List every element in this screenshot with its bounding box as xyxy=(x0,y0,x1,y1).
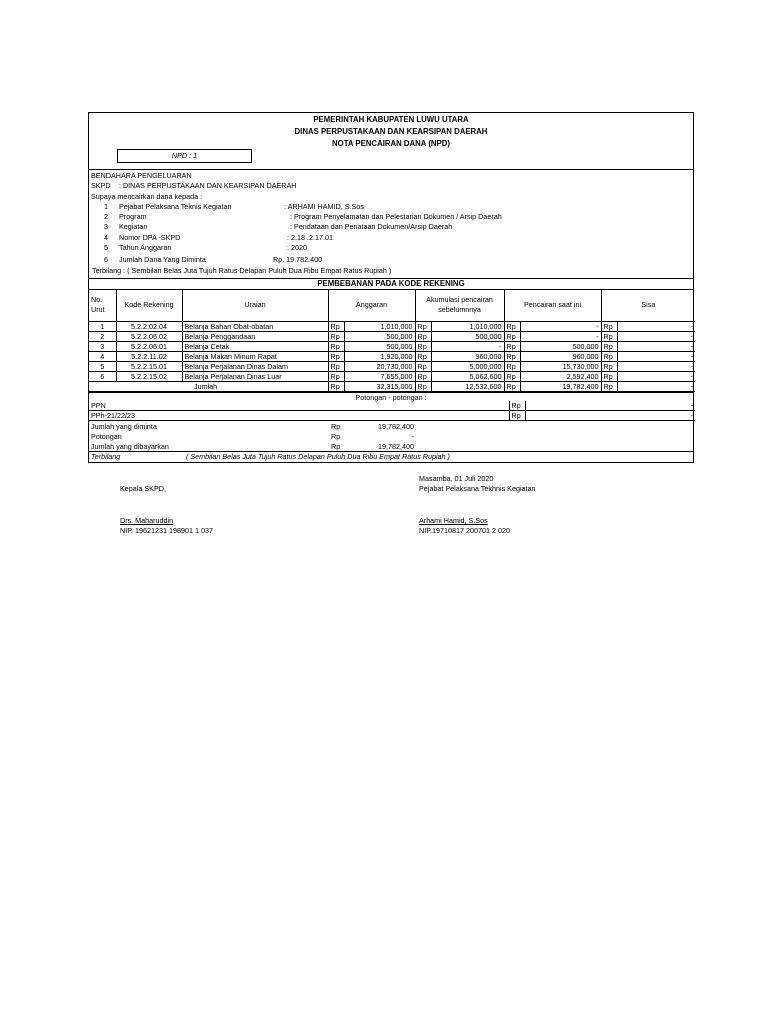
summary-table xyxy=(89,421,695,451)
cell-rp: Rp xyxy=(415,361,431,371)
info-item-label: Nomor DPA -SKPD xyxy=(119,232,181,242)
cell-pencairan: 960,000 xyxy=(520,351,601,361)
cell-rp: Rp xyxy=(504,381,520,391)
cell-rp: Rp xyxy=(328,321,344,331)
terbilang-bottom-row xyxy=(89,451,693,462)
cell-anggaran: 500,000 xyxy=(344,331,415,341)
cell-rp: Rp xyxy=(601,381,617,391)
info-item-number: 4 xyxy=(104,232,108,242)
info-item-value: Rp. 19.782.400 xyxy=(273,255,323,265)
cell-kode: 5.2.2.06.01 xyxy=(116,341,182,351)
cell-no: 4 xyxy=(89,351,116,361)
info-item-number: 3 xyxy=(104,222,108,232)
info-item-value: : Program Penyelamatan dan Pelestarian Dokumen / Arsip Daerah xyxy=(290,212,502,222)
cell-akumulasi: 1,010,000 xyxy=(431,321,504,331)
left-signer-nip: NIP. 19621231 198901 1 037 xyxy=(120,526,213,535)
cell-anggaran: 20,730,000 xyxy=(344,361,415,371)
cell-no: 6 xyxy=(89,371,116,381)
info-item-number: 5 xyxy=(104,243,108,253)
potongan-value: - xyxy=(411,431,414,441)
cell-rp: Rp xyxy=(328,331,344,341)
jumlah-anggaran: 32,315,000 xyxy=(344,381,415,391)
supaya-label: Supaya mencairkan dana kepada : xyxy=(91,191,203,201)
skpd-row xyxy=(91,181,693,191)
left-signer-name: Drs. Maharuddin xyxy=(120,516,174,525)
cell-rp: Rp xyxy=(504,351,520,361)
potongan-title: Potongan - potongan : xyxy=(89,392,693,401)
cell-akumulasi: 960,000 xyxy=(431,351,504,361)
table-row xyxy=(89,331,695,341)
cell-uraian: Belanja Perjalanan Dinas Dalam xyxy=(182,361,328,371)
header-akumulasi: Akumulasi pencairan sebelumnnya xyxy=(415,290,504,321)
npd-document xyxy=(88,112,694,463)
pph-value: - xyxy=(525,411,695,421)
cell-rp: Rp xyxy=(601,341,617,351)
header-line-3: NOTA PENCAIRAN DANA (NPD) xyxy=(332,139,450,148)
info-section xyxy=(89,170,693,279)
cell-akumulasi: 5,062,600 xyxy=(431,371,504,381)
jumlah-sisa: - xyxy=(617,381,695,391)
cell-rp: Rp xyxy=(328,341,344,351)
diminta-label: Jumlah yang diminta xyxy=(91,421,157,431)
info-item-label: Kegiatan xyxy=(119,222,148,232)
cell-rp: Rp xyxy=(415,331,431,341)
cell-anggaran: 1,010,000 xyxy=(344,321,415,331)
cell-no: 3 xyxy=(89,341,116,351)
right-signer-title: Pejabat Pelaksana Tekhnis Kegiatan xyxy=(419,484,536,493)
header-line-2: DINAS PERPUSTAKAAN DAN KEARSIPAN DAERAH xyxy=(294,127,488,136)
cell-pencairan: - xyxy=(520,321,601,331)
header-sisa: Sisa xyxy=(601,290,695,321)
terbilang-value: ( Sembilan Belas Juta Tujuh Ratus Delapan Puluh Dua Ribu Empat Ratus Rupiah ) xyxy=(186,452,450,461)
info-item-label: Program xyxy=(119,212,147,222)
info-item-label: Jumlah Dana Yang Diminta xyxy=(119,255,206,265)
cell-rp: Rp xyxy=(509,411,525,421)
document-header xyxy=(89,113,693,170)
info-item-value: : 2020 xyxy=(287,243,307,253)
cell-pencairan: 15,730,000 xyxy=(520,361,601,371)
cell-akumulasi: 500,000 xyxy=(431,331,504,341)
cell-rp: Rp xyxy=(331,431,341,441)
cell-sisa: - xyxy=(617,331,695,341)
cell-anggaran: 7,655,000 xyxy=(344,371,415,381)
cell-rp: Rp xyxy=(415,381,431,391)
ppn-row xyxy=(89,401,695,411)
header-uraian: Uraian xyxy=(182,290,328,321)
terbilang-label: Terbilang xyxy=(91,452,121,461)
terbilang-row: Terbilang : ( Sembilan Belas Juta Tujuh Ratus Delapan Puluh Dua Ribu Empat Ratus Rupiah ) xyxy=(92,266,392,276)
place-date: Masamba, 01 Juli 2020 xyxy=(419,474,494,483)
npd-number-box: NPD : 1 xyxy=(117,149,252,163)
right-signer-nip: NIP.19710817 200701 2 020 xyxy=(419,526,510,535)
info-item-value: : ARHAMI HAMID, S.Sos xyxy=(284,201,364,211)
info-item xyxy=(91,243,693,253)
cell-uraian: Belanja Makan Minum Rapat xyxy=(182,351,328,361)
header-pencairan: Pencairan saat ini xyxy=(504,290,601,321)
cell-akumulasi: 5,000,000 xyxy=(431,361,504,371)
jumlah-label: Jumlah xyxy=(89,381,328,391)
info-item xyxy=(91,212,693,222)
cell-sisa: - xyxy=(617,361,695,371)
info-item-number: 6 xyxy=(104,255,108,265)
info-item-value: : Pendataan dan Penataan Dokumen/Arsip Daerah xyxy=(290,222,453,232)
jumlah-row xyxy=(89,381,695,391)
cell-akumulasi: - xyxy=(431,341,504,351)
cell-rp: Rp xyxy=(601,371,617,381)
cell-anggaran: 1,920,000 xyxy=(344,351,415,361)
dibayarkan-value: 19,782,400 xyxy=(378,441,414,451)
cell-rp: Rp xyxy=(504,361,520,371)
cell-rp: Rp xyxy=(328,361,344,371)
cell-uraian: Belanja Penggandaan xyxy=(182,331,328,341)
cell-sisa: - xyxy=(617,321,695,331)
cell-rp: Rp xyxy=(509,401,525,411)
right-signer-name: Arhami Hamid, S.Sos xyxy=(419,516,488,525)
info-item xyxy=(91,233,693,243)
header-kode-rekening: Kode Rekening xyxy=(116,290,182,321)
cell-no: 2 xyxy=(89,331,116,341)
info-item-number: 2 xyxy=(104,212,108,222)
cell-uraian: Belanja Cetak xyxy=(182,341,328,351)
cell-rp: Rp xyxy=(504,371,520,381)
cell-pencairan: 500,000 xyxy=(520,341,601,351)
cell-rp: Rp xyxy=(328,351,344,361)
info-item xyxy=(91,222,693,232)
pph-label: PPh-21/22/23 xyxy=(89,411,509,421)
cell-sisa: - xyxy=(617,341,695,351)
cell-kode: 5.2.2.02.04 xyxy=(116,321,182,331)
potongan-table xyxy=(89,401,695,422)
cell-pencairan: - xyxy=(520,331,601,341)
cell-pencairan: 2,592,400 xyxy=(520,371,601,381)
cell-uraian: Belanja Perjalanan Dinas Luar xyxy=(182,371,328,381)
header-line-1: PEMERINTAH KABUPATEN LUWU UTARA xyxy=(313,115,469,124)
summary-row xyxy=(89,421,695,431)
pembebanan-table xyxy=(89,290,695,392)
cell-rp: Rp xyxy=(504,341,520,351)
info-item xyxy=(91,253,693,265)
cell-rp: Rp xyxy=(331,441,341,451)
cell-rp: Rp xyxy=(328,371,344,381)
info-item-value: : 2.18 .2.17.01 xyxy=(287,232,333,242)
cell-rp: Rp xyxy=(601,361,617,371)
pembebanan-title: PEMBEBANAN PADA KODE REKENING xyxy=(89,279,693,290)
ppn-label: PPN xyxy=(89,401,509,411)
cell-no: 1 xyxy=(89,321,116,331)
potongan-label: Potongan xyxy=(91,431,122,441)
cell-kode: 5.2.2.15.02 xyxy=(116,371,182,381)
bendahara-label: BENDAHARA PENGELUARAN xyxy=(91,171,192,180)
cell-rp: Rp xyxy=(601,331,617,341)
skpd-label: SKPD xyxy=(91,181,111,191)
diminta-value: 19,782,400 xyxy=(378,421,414,431)
cell-rp: Rp xyxy=(331,421,341,431)
cell-rp: Rp xyxy=(415,371,431,381)
cell-rp: Rp xyxy=(415,321,431,331)
cell-rp: Rp xyxy=(415,351,431,361)
ppn-value: - xyxy=(525,401,695,411)
info-item-label: Pejabat Pelaksana Teknis Kegiatan xyxy=(119,201,232,211)
info-item-number: 1 xyxy=(104,201,108,211)
table-header-row xyxy=(89,290,695,321)
cell-rp: Rp xyxy=(504,331,520,341)
cell-rp: Rp xyxy=(415,341,431,351)
table-row xyxy=(89,371,695,381)
cell-anggaran: 500,000 xyxy=(344,341,415,351)
table-row xyxy=(89,351,695,361)
cell-kode: 5.2.2.11.02 xyxy=(116,351,182,361)
jumlah-pencairan: 19,782,400 xyxy=(520,381,601,391)
header-no-urut: No. Urut xyxy=(89,290,116,321)
cell-rp: Rp xyxy=(504,321,520,331)
pph-row xyxy=(89,411,695,421)
cell-kode: 5.2.2.06.02 xyxy=(116,331,182,341)
table-row xyxy=(89,341,695,351)
header-anggaran: Anggaran xyxy=(328,290,415,321)
table-row xyxy=(89,321,695,331)
left-signer-title: Kepala SKPD, xyxy=(120,484,166,493)
info-item xyxy=(91,202,693,212)
jumlah-akumulasi: 12,532,600 xyxy=(431,381,504,391)
cell-uraian: Belanja Bahan Obat-obatan xyxy=(182,321,328,331)
cell-kode: 5.2.2.15.01 xyxy=(116,361,182,371)
summary-row xyxy=(89,441,695,451)
cell-rp: Rp xyxy=(601,351,617,361)
cell-sisa: - xyxy=(617,351,695,361)
cell-rp: Rp xyxy=(328,381,344,391)
table-row xyxy=(89,361,695,371)
cell-sisa: - xyxy=(617,371,695,381)
dibayarkan-label: Jumlah yang dibayarkan xyxy=(91,441,169,451)
cell-no: 5 xyxy=(89,361,116,371)
cell-rp: Rp xyxy=(601,321,617,331)
info-item-label: Tahun Anggaran xyxy=(119,243,172,253)
skpd-value: : DINAS PERPUSTAKAAN DAN KEARSIPAN DAERAH xyxy=(119,181,297,191)
summary-row xyxy=(89,431,695,441)
